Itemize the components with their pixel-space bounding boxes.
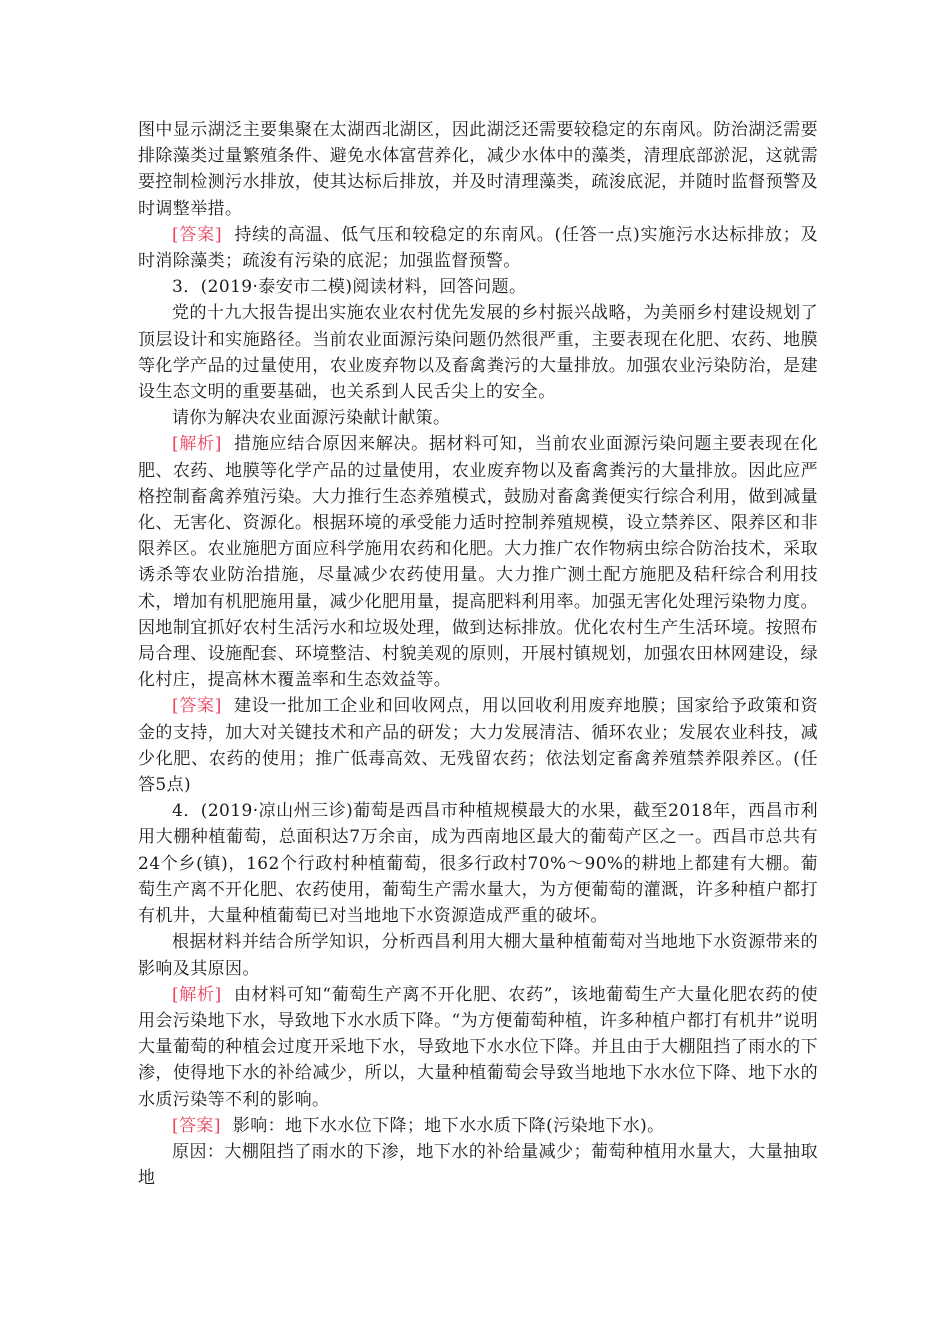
text-paragraph (138, 274, 818, 300)
answer-paragraph (138, 431, 818, 693)
text-paragraph (138, 405, 818, 431)
section-tag: [答案] (172, 696, 222, 717)
text-paragraph (138, 300, 818, 405)
paragraph-text: 图中显示湖泛主要集聚在太湖西北湖区，因此湖泛还需要较稳定的东南风。防治湖泛需要排除藻类过量繁殖条件、避免水体富营养化，减少水体中的藻类，清理底部淤泥，这就需要控制检测污水排放，使其达标后排放，并及时清理藻类，疏浚底泥，并随时监督预警及时调整举措。 (138, 120, 818, 219)
paragraph-text: 持续的高温、低气压和较稳定的东南风。(任答一点)实施污水达标排放；及时消除藻类；疏浚有污染的底泥；加强监督预警。 (138, 224, 818, 272)
answer-paragraph (138, 1113, 818, 1139)
paragraph-text: 影响：地下水水位下降；地下水水质下降(污染地下水)。 (232, 1115, 665, 1136)
section-tag: [解析] (172, 984, 222, 1005)
text-paragraph (138, 798, 818, 929)
paragraph-text: 措施应结合原因来解决。据材料可知，当前农业面源污染问题主要表现在化肥、农药、地膜等化学产品的过量使用，农业废弃物以及畜禽粪污的大量排放。因此应严格控制畜禽养殖污染。大力推行生态养殖模式，鼓励对畜禽粪便实行综合利用，做到减量化、无害化、资源化。根据环境的承受能力适时控制养殖规模，设立禁养区、限养区和非限养区。农业施肥方面应科学施用农药和化肥。大力推广农作物病虫综合防治技术，采取诱杀等农业防治措施，尽量减少农药使用量。大力推广测土配方施肥及秸秆综合利用技术，增加有机肥施用量，减少化肥用量，提高肥料利用率。加强无害化处理污染物力度。因地制宜抓好农村生活污水和垃圾处理，做到达标排放。优化农村生产生活环境。按照布局合理、设施配套、环境整洁、村貌美观的原则，开展村镇规划，加强农田林网建设，绿化村庄，提高林木覆盖率和生态效益等。 (138, 434, 818, 691)
text-paragraph (138, 117, 818, 222)
paragraph-text: 原因：大棚阻挡了雨水的下渗，地下水的补给量减少；葡萄种植用水量大，大量抽取地 (138, 1141, 818, 1189)
paragraph-text: 3．(2019·泰安市二模)阅读材料，回答问题。 (172, 277, 527, 298)
answer-paragraph (138, 982, 818, 1113)
paragraph-text: 请你为解决农业面源污染献计献策。 (172, 408, 451, 429)
text-paragraph (138, 1139, 818, 1191)
paragraph-text: 由材料可知“葡萄生产离不开化肥、农药”，该地葡萄生产大量化肥农药的使用会污染地下水，导致地下水水质下降。“为方便葡萄种植，许多种植户都打有机井”说明大量葡萄的种植会过度开采地下水，导致地下水水位下降。并且由于大棚阻挡了雨水的下渗，使得地下水的补给减少，所以，大量种植葡萄会导致当地地下水水位下降、地下水的水质污染等不利的影响。 (138, 984, 818, 1110)
section-tag: [解析] (172, 434, 222, 455)
section-tag: [答案] (172, 224, 223, 245)
answer-paragraph (138, 222, 818, 274)
section-tag: [答案] (172, 1115, 221, 1136)
paragraph-text: 党的十九大报告提出实施农业农村优先发展的乡村振兴战略，为美丽乡村建设规划了顶层设计和实施路径。当前农业面源污染问题仍然很严重，主要表现在化肥、农药、地膜等化学产品的过量使用，农业废弃物以及畜禽粪污的大量排放。加强农业污染防治，是建设生态文明的重要基础，也关系到人民舌尖上的安全。 (138, 303, 818, 403)
paragraph-text: 4．(2019·凉山州三诊)葡萄是西昌市种植规模最大的水果，截至2018年，西昌市利用大棚种植葡萄，总面积达7万余亩，成为西南地区最大的葡萄产区之一。西昌市总共有24个乡(镇)，162个行政村种植葡萄，很多行政村70%～90%的耕地上都建有大棚。葡萄生产离不开化肥、农药使用，葡萄生产需水量大，为方便葡萄的灌溉，许多种植户都打有机井，大量种植葡萄已对当地地下水资源造成严重的破坏。 (138, 801, 818, 927)
document-body (138, 117, 818, 1191)
text-paragraph (138, 929, 818, 981)
paragraph-text: 根据材料并结合所学知识，分析西昌利用大棚大量种植葡萄对当地地下水资源带来的影响及其原因。 (138, 932, 818, 979)
answer-paragraph (138, 693, 818, 798)
paragraph-text: 建设一批加工企业和回收网点，用以回收利用废弃地膜；国家给予政策和资金的支持，加大对关键技术和产品的研发；大力发展清洁、循环农业；发展农业科技，减少化肥、农药的使用；推广低毒高效、无残留农药；依法划定畜禽养殖禁养限养区。(任答5点) (138, 696, 818, 796)
